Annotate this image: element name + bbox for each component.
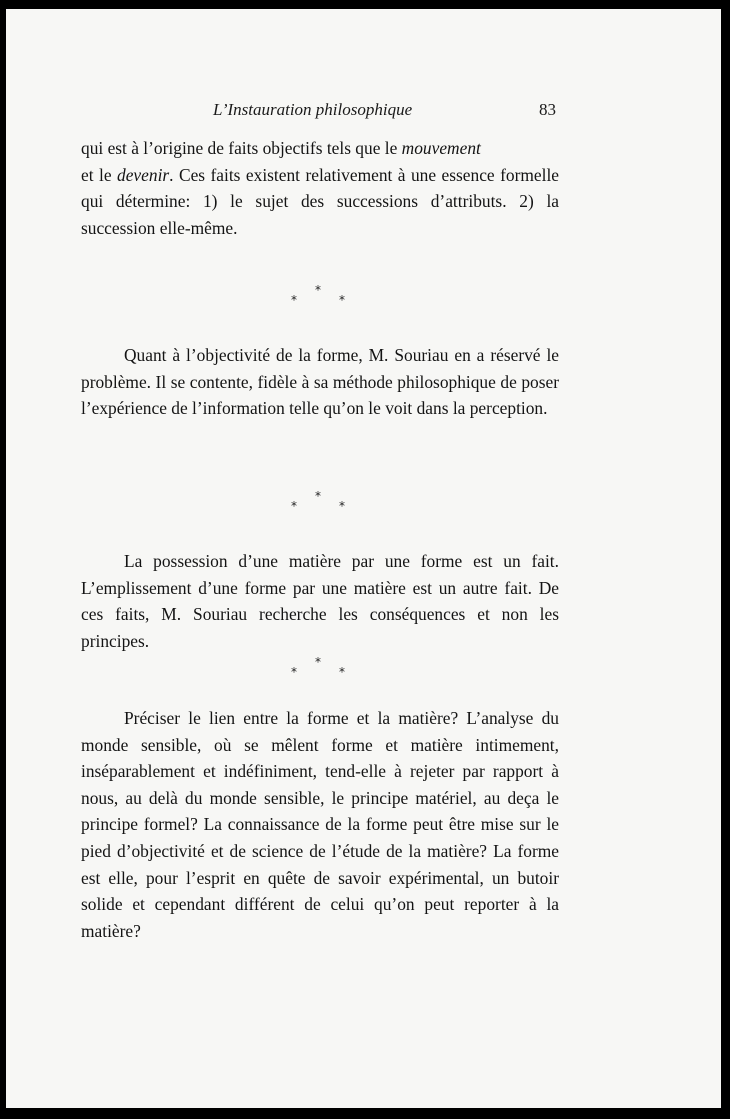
asterisk: * (315, 283, 321, 297)
paragraph-1-text-c: . Ces faits existent relativement à une essence formelle qui détermine: 1) le sujet des successions d’attributs. 2) la succession elle-même. (81, 164, 560, 238)
paragraph-1-emphasis-mouvement: mouvement (401, 138, 481, 158)
paragraph-1-text-a: qui est à l’origine de faits objectifs tels que le (81, 138, 402, 158)
paragraph-3: La possession d’une matière par une forme est un fait. L’emplissement d’une forme par une matière est un autre fait. De ces faits, M. Souriau recherche les conséquences et non les principes. (81, 551, 559, 651)
asterisk: * (315, 655, 321, 669)
running-title: L’Instauration philosophique (213, 100, 413, 119)
asterisk: * (315, 489, 321, 503)
asterisk: * (291, 665, 297, 679)
asterisk: * (339, 499, 345, 513)
paragraph-1-emphasis-devenir: devenir (117, 164, 170, 185)
section-break-asterisks (284, 489, 354, 513)
asterisk: * (291, 499, 297, 513)
asterisk: * (339, 293, 345, 307)
section-break-asterisks (284, 655, 354, 679)
page-header (6, 100, 721, 124)
page-number: 83 (539, 100, 556, 119)
asterisk: * (291, 293, 297, 307)
book-page (6, 9, 721, 1108)
section-break-asterisks (284, 283, 354, 307)
paragraph-1 (81, 135, 559, 241)
paragraph-1-text-b: et le (81, 164, 118, 185)
asterisk: * (339, 665, 345, 679)
paragraph-4: Préciser le lien entre la forme et la matière? L’analyse du monde sensible, où se mêlent forme et matière intimement, inséparablement et indéfiniment, tend-elle à rejeter par rapport à nous, au delà du monde sensible, le principe matériel, au deça le principe formel? La connaissance de la forme peut être mise sur le pied d’objectivité et de science de l’étude de la matière? La forme est elle, pour l’esprit en quête de savoir expérimental, un butoir solide et cependant différent de celui qu’on peut reporter à la matière? (81, 708, 559, 941)
paragraph-2: Quant à l’objectivité de la forme, M. Souriau en a réservé le problème. Il se contente, fidèle à sa méthode philosophique de poser l’expérience de l’information telle qu’on le voit dans la perception. (81, 345, 559, 419)
